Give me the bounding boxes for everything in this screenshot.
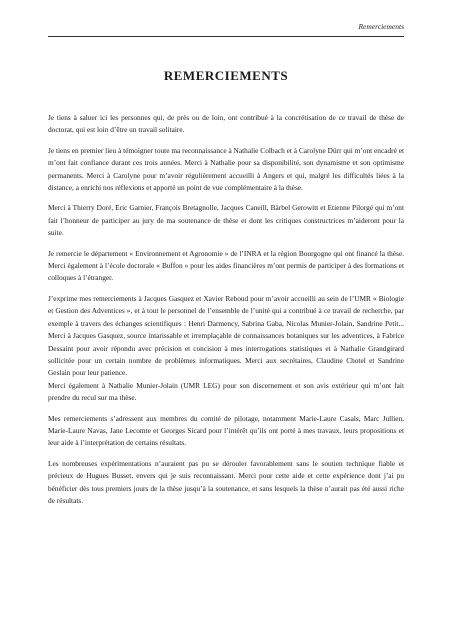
paragraph: Mes remerciements s’adressent aux membres du comité de pilotage, notamment Marie-Laure Casals, Marc Jullien, Marie-Laure Navas, Jane Lecomte et Georges Sicard pour l’intérêt qu’ils ont porté à mes travaux, leurs propositions et leur aide à l’interprétation de certains résultats. (48, 413, 404, 448)
paragraph: Merci également à Nathalie Munier-Jolain (UMR LEG) pour son discernement et son avis extérieur qui m’ont fait prendre du recul sur ma thèse. (48, 380, 404, 403)
paragraph: Je tiens en premier lieu à témoigner toute ma reconnaissance à Nathalie Colbach et à Carolyne Dürr qui m’ont encadré et m’ont fait confiance durant ces trois années. Merci à Nathalie pour sa disponibilité, son dynamisme et son optimisme permanents. Merci à Carolyne pour m’avoir régulièrement accueilli à Angers et qui, malgré les difficultés liées à la distance, a enrichi nos réflexions et apporté un point de vue complémentaire à la thèse. (48, 145, 404, 193)
running-header (48, 22, 404, 37)
page-title-rest: EMERCIEMENTS (173, 68, 289, 83)
running-header-title: Remerciements (358, 22, 404, 31)
page-title-initial: R (163, 68, 174, 83)
page-title (0, 68, 452, 84)
paragraph: J’exprime mes remerciements à Jacques Gasquez et Xavier Reboud pour m’avoir accueilli au sein de l’UMR « Biologie et Gestion des Adventices », et à tout le personnel de l’ensemble de l’unité qui a contribué à ce travail de recherche, par exemple à travers des échanges scientifiques : Henri Darmency, Sabrina Gaba, Nicolas Munier-Jolain, Sandrine Petit... Merci à Jacques Gasquez, source intarissable et irremplaçable de connaissances botaniques sur les adventices, à Fabrice Dessaint pour avoir répondu avec précision et concision à mes interrogations statistiques et à Nathalie Grandgirard sollicitée pour un certain nombre de problèmes informatiques. Merci aux secrétaires, Claudine Chotel et Sandrine Geslain pour leur patience. (48, 293, 404, 378)
paragraph: Je remercie le département « Environnement et Agronomie » de l’INRA et la région Bourgogne qui ont financé la thèse. Merci également à l’école doctorale « Buffon » pour les aides financières m’ont permis de participer à des formations et colloques à l’étranger. (48, 248, 404, 283)
paragraph: Les nombreuses expérimentations n’auraient pas pu se dérouler favorablement sans le soutien technique fiable et précieux de Hugues Busset, envers qui je suis reconnaissant. Merci pour cette aide et cette expérience dont j’ai pu bénéficier dès tous premiers jours de la thèse jusqu’à la soutenance, et sans lesquels la thèse n’aurait pas été aussi riche de résultats. (48, 458, 404, 505)
body-text (48, 112, 404, 515)
paragraph: Merci à Thierry Doré, Eric Garnier, François Bretagnolle, Jacques Caneill, Bärbel Gerowitt et Etienne Pilorgé qui m’ont fait l’honneur de participer au jury de ma soutenance de thèse et dont les critiques constructrices m’aideront pour la suite. (48, 203, 404, 238)
paragraph: Je tiens à saluer ici les personnes qui, de près ou de loin, ont contribué à la concrétisation de ce travail de thèse de doctorat, qui est loin d’être un travail solitaire. (48, 113, 404, 135)
